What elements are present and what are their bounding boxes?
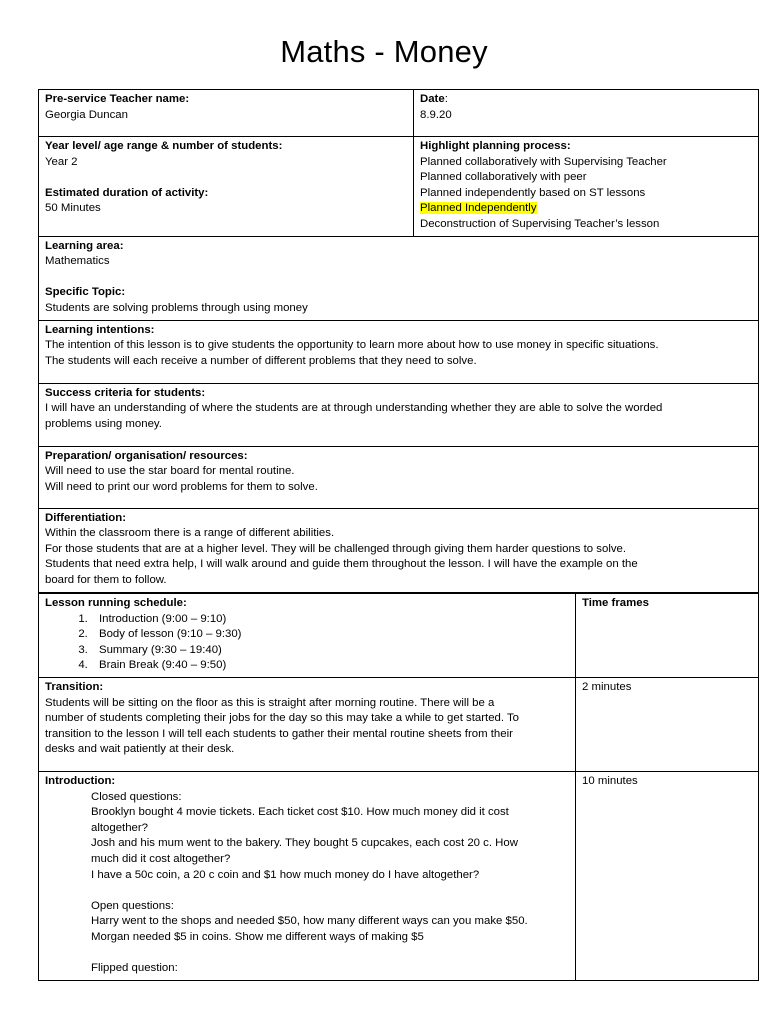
success-line: I will have an understanding of where the students are at through understanding whether they are able to solve the worded [45, 402, 663, 415]
schedule-item: 2. Body of lesson (9:10 – 9:30) [91, 627, 570, 643]
transition-time: 2 minutes [582, 680, 632, 693]
teacher-value: Georgia Duncan [45, 108, 128, 121]
schedule-item: 4. Brain Break (9:40 – 9:50) [91, 658, 570, 674]
topic-value: Students are solving problems through using money [45, 301, 308, 314]
topic-label: Specific Topic: [45, 286, 126, 299]
success-cell [39, 383, 759, 446]
transition-row [39, 677, 759, 771]
introduction-time: 10 minutes [582, 774, 638, 787]
transition-label: Transition: [45, 680, 104, 693]
planning-option: Planned independently based on ST lessons [420, 186, 646, 199]
intentions-line: The students will each receive a number of different problems that they need to solve. [45, 354, 477, 367]
differentiation-cell [39, 508, 759, 592]
planning-process-cell [414, 137, 759, 237]
preparation-label: Preparation/ organisation/ resources: [45, 449, 248, 462]
document-title: Maths - Money [280, 34, 488, 69]
schedule-item: 3. Summary (9:30 – 19:40) [91, 643, 570, 659]
preparation-row [39, 446, 759, 508]
introduction-time-cell [576, 771, 759, 980]
introduction-cell [39, 771, 576, 980]
closed-question-line: much did it cost altogether? [91, 852, 231, 865]
year-planning-row [39, 137, 759, 237]
differentiation-line: For those students that are at a higher level. They will be challenged through giving them harder questions to solve. [45, 542, 627, 555]
date-label: Date [420, 93, 445, 105]
planning-option: Deconstruction of Supervising Teacher’s lesson [420, 217, 660, 230]
year-label: Year level/ age range & number of students: [45, 140, 283, 152]
open-question-line: Morgan needed $5 in coins. Show me different ways of making $5 [91, 930, 424, 943]
transition-time-cell [576, 677, 759, 771]
learning-area-row [39, 236, 759, 320]
year-value: Year 2 [45, 155, 78, 168]
planning-option: Planned collaboratively with Supervising Teacher [420, 155, 667, 168]
success-line: problems using money. [45, 417, 162, 430]
date-cell [414, 90, 759, 137]
closed-question-line: Brooklyn bought 4 movie tickets. Each ticket cost $10. How much money did it cost [91, 806, 509, 819]
duration-label: Estimated duration of activity: [45, 186, 209, 199]
year-duration-cell [39, 137, 414, 237]
schedule-row [39, 594, 759, 678]
date-colon: : [444, 93, 448, 105]
timeframes-header-cell [576, 594, 759, 678]
intentions-row [39, 320, 759, 383]
transition-line: Students will be sitting on the floor as this is straight after morning routine. There will be a [45, 696, 495, 709]
introduction-row [39, 771, 759, 980]
differentiation-label: Differentiation: [45, 511, 126, 524]
planning-option-highlighted: Planned Independently [420, 202, 537, 215]
date-value: 8.9.20 [420, 108, 452, 121]
differentiation-line: Students that need extra help, I will walk around and guide them throughout the lesson. I will have the example on the [45, 558, 638, 571]
duration-value: 50 Minutes [45, 202, 101, 215]
preparation-cell [39, 446, 759, 508]
teacher-label: Pre-service Teacher name: [45, 93, 190, 105]
introduction-label: Introduction: [45, 774, 116, 787]
transition-line: transition to the lesson I will tell each students to gather their mental routine sheets from their [45, 727, 513, 740]
schedule-item: 1. Introduction (9:00 – 9:10) [91, 612, 570, 628]
flipped-question-label: Flipped question: [91, 962, 178, 975]
differentiation-line: Within the classroom there is a range of different abilities. [45, 527, 335, 540]
planning-details-table [38, 89, 759, 593]
success-row [39, 383, 759, 446]
transition-line: desks and wait patiently at their desk. [45, 743, 235, 756]
open-questions-label: Open questions: [91, 899, 174, 912]
schedule-label: Lesson running schedule: [45, 597, 187, 609]
closed-questions-label: Closed questions: [91, 790, 182, 803]
preparation-line: Will need to use the star board for mental routine. [45, 465, 295, 478]
planning-label: Highlight planning process: [420, 140, 571, 152]
transition-cell [39, 677, 576, 771]
intentions-label: Learning intentions: [45, 323, 155, 336]
learning-area-value: Mathematics [45, 255, 110, 268]
preparation-line: Will need to print our word problems for them to solve. [45, 480, 318, 493]
transition-line: number of students completing their jobs for the day so this may take a while to get started. To [45, 712, 520, 725]
closed-question-line: I have a 50c coin, a 20 c coin and $1 how much money do I have altogether? [91, 868, 480, 881]
intentions-cell [39, 320, 759, 383]
teacher-date-row [39, 90, 759, 137]
planning-option: Planned collaboratively with peer [420, 171, 587, 184]
closed-question-line: altogether? [91, 821, 148, 834]
differentiation-line: board for them to follow. [45, 573, 167, 586]
differentiation-row [39, 508, 759, 592]
lesson-schedule-table [38, 593, 759, 981]
open-question-line: Harry went to the shops and needed $50, how many different ways can you make $50. [91, 915, 528, 928]
intentions-line: The intention of this lesson is to give students the opportunity to learn more about how to use money in specific situations. [45, 339, 659, 352]
teacher-cell [39, 90, 414, 137]
schedule-cell [39, 594, 576, 678]
schedule-list [45, 612, 570, 674]
learning-area-cell [39, 236, 759, 320]
success-label: Success criteria for students: [45, 386, 206, 399]
closed-question-line: Josh and his mum went to the bakery. They bought 5 cupcakes, each cost 20 c. How [91, 837, 518, 850]
learning-area-label: Learning area: [45, 239, 124, 252]
timeframes-label: Time frames [582, 597, 649, 609]
